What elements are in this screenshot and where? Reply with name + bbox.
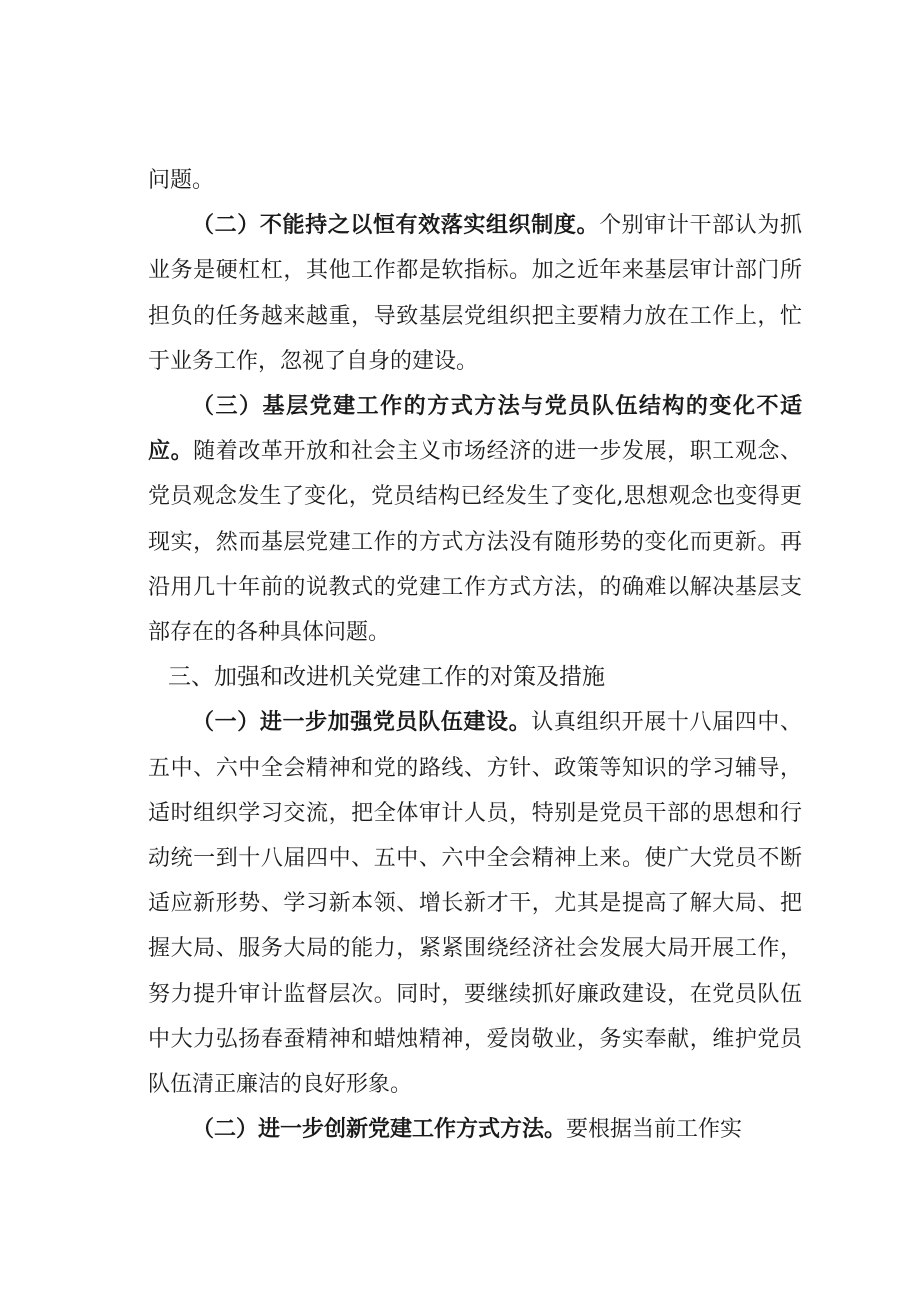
paragraph-lead: （二）进一步创新党建工作方式方法。 [192, 1116, 567, 1143]
paragraph-lead: （一）进一步加强党员队伍建设。 [192, 709, 532, 736]
continuation-text: 问题。 [148, 168, 215, 193]
paragraph-lead: （二）不能持之以恒有效落实组织制度。 [192, 212, 600, 239]
paragraph-methods-mismatch [148, 384, 802, 655]
paragraph-body: 个别审计干部认为抓业务是硬杠杠，其他工作都是软指标。加之近年来基层审计部门所担负的任务越来越重，导致基层党组织把主要精力放在工作上，忙于业务工作，忽视了自身的建设。 [148, 213, 802, 374]
paragraph-innovate-methods [148, 1107, 802, 1152]
document-body [148, 158, 802, 1152]
paragraph-body: 认真组织开展十八届四中、五中、六中全会精神和党的路线、方针、政策等知识的学习辅导，适时组织学习交流，把全体审计人员，特别是党员干部的思想和行动统一到十八届四中、五中、六中全会精神上来。使广大党员不断适应新形势、学习新本领、增长新才干，尤其是提高了解大局、把握大局、服务大局的能力，紧紧围绕经济社会发展大局开展工作，努力提升审计监督层次。同时，要继续抓好廉政建设，在党员队伍中大力弘扬春蚕精神和蜡烛精神，爱岗敬业，务实奉献，维护党员队伍清正廉洁的良好形象。 [148, 710, 802, 1098]
paragraph-org-system [148, 203, 802, 384]
paragraph-lead: （三）基层党建工作的方式方法与党员队伍结构的变化不适应。 [148, 393, 802, 465]
section-heading: 三、加强和改进机关党建工作的对策及措施 [168, 664, 605, 691]
paragraph-body: 要根据当前工作实 [566, 1117, 743, 1143]
paragraph-team-building [148, 700, 802, 1107]
paragraph-body: 随着改革开放和社会主义市场经济的进一步发展，职工观念、党员观念发生了变化，党员结构已经发生了变化,思想观念也变得更现实，然而基层党建工作的方式方法没有随形势的变化而更新。再沿用几十年前的说教式的党建工作方式方法，的确难以解决基层支部存在的各种具体问题。 [148, 439, 802, 646]
